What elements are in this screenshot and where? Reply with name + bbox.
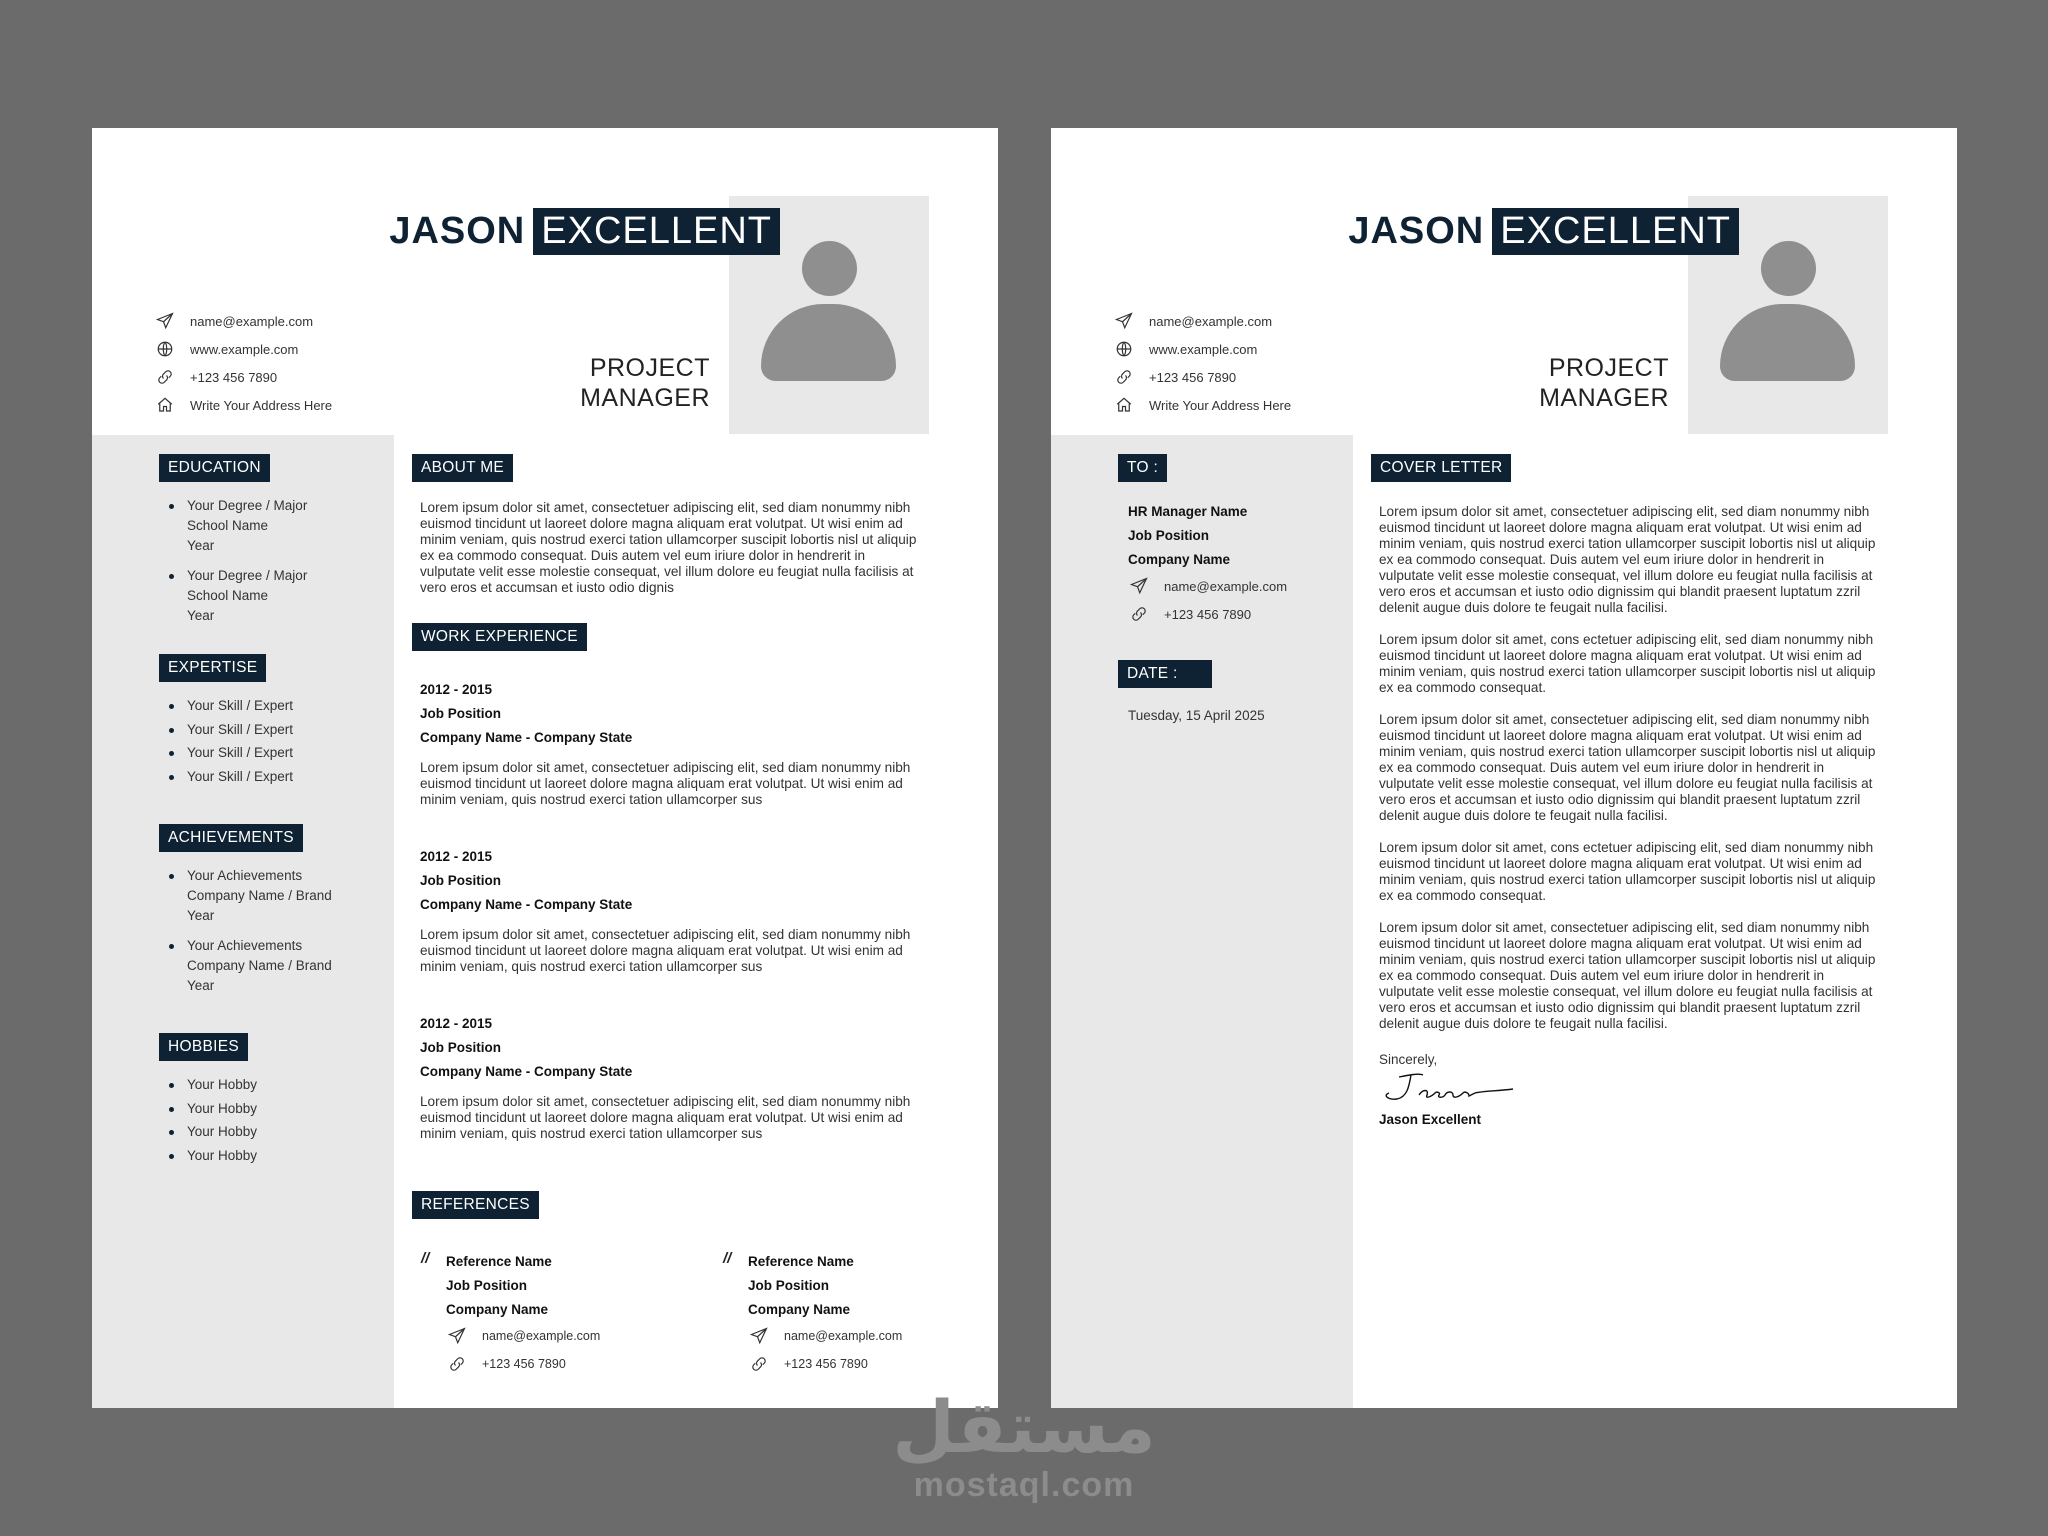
- letter-closing: Sincerely,: [1379, 1052, 1438, 1067]
- date-heading: DATE :: [1118, 660, 1212, 688]
- about-text: Lorem ipsum dolor sit amet, consectetuer adipiscing elit, sed diam nonummy nibh euismod tincidunt ut laoreet dolore magna aliquam erat volutpat. Ut wisi enim ad minim veniam, quis nostrud exerci tation ullamcorper suscipit lobortis nisl ut aliquip ex ea commodo consequat. Duis autem vel eum iriure dolor in hendrerit in vulputate velit esse molestie consequat, vel illum dolore eu feugiat nulla facilisis at vero eros et accumsan et iusto odio dignis: [420, 500, 917, 595]
- paper-plane-icon: [1128, 576, 1150, 596]
- reference-email: [748, 1322, 902, 1350]
- recipient-company: Company Name: [1128, 552, 1231, 567]
- job-description: Lorem ipsum dolor sit amet, consectetuer adipiscing elit, sed diam nonummy nibh euismod tincidunt ut laoreet dolore magna aliquam erat volutpat. Ut wisi enim ad minim veniam, quis nostrud exerci tation ullamcorper sus: [420, 927, 911, 974]
- link-icon: [1128, 604, 1150, 624]
- reference-email: [446, 1322, 600, 1350]
- work-heading-wrap: [412, 623, 922, 651]
- link-icon: [154, 367, 176, 387]
- recipient-email: [1128, 572, 1287, 600]
- cover-letter-page: [1051, 128, 1957, 1408]
- to-heading: TO :: [1118, 454, 1167, 482]
- about-section: [412, 454, 922, 596]
- reference-phone-text: +123 456 7890: [784, 1357, 868, 1371]
- about-heading: ABOUT ME: [412, 454, 513, 482]
- signature-image: [1379, 1067, 1519, 1107]
- hobbies-list: [159, 1075, 257, 1166]
- cover-letter-heading: COVER LETTER: [1371, 454, 1511, 482]
- reference-position: Job Position: [446, 1278, 527, 1293]
- job-title-line1: PROJECT: [1548, 354, 1669, 382]
- contact-email: [154, 307, 332, 335]
- job-years: 2012 - 2015: [420, 1016, 493, 1031]
- contact-list: [1113, 307, 1291, 419]
- job-entry: [420, 1012, 930, 1142]
- contact-list: [154, 307, 332, 419]
- contact-phone-text: +123 456 7890: [1149, 369, 1237, 385]
- list-item: [159, 936, 332, 996]
- job-company: Company Name - Company State: [420, 1064, 633, 1079]
- recipient-phone-text: +123 456 7890: [1164, 606, 1252, 622]
- brand: Company Name / Brand: [187, 888, 332, 903]
- cover-letter-body: [1371, 454, 1881, 1132]
- paper-plane-icon: [1113, 311, 1135, 331]
- candidate-name: [1348, 208, 1739, 255]
- reference-email-text: name@example.com: [482, 1329, 601, 1343]
- contact-phone-text: +123 456 7890: [190, 369, 278, 385]
- school: School Name: [187, 588, 269, 603]
- school: School Name: [187, 518, 269, 533]
- recipient-email-text: name@example.com: [1164, 578, 1288, 594]
- job-position: Job Position: [420, 1040, 501, 1055]
- achievement: Your Achievements: [187, 938, 303, 953]
- list-item: [159, 566, 307, 626]
- name-first: JASON: [389, 210, 526, 252]
- reference-phone: [748, 1350, 902, 1378]
- contact-phone: [1113, 363, 1291, 391]
- person-silhouette-icon: [802, 241, 857, 296]
- achievements-heading: ACHIEVEMENTS: [159, 824, 303, 852]
- expertise-heading: EXPERTISE: [159, 654, 266, 682]
- reference-email-text: name@example.com: [784, 1329, 903, 1343]
- letter-paragraph: Lorem ipsum dolor sit amet, consectetuer adipiscing elit, sed diam nonummy nibh euismod tincidunt ut laoreet dolore magna aliquam erat volutpat. Ut wisi enim ad minim veniam, quis nostrud exerci tation ullamcorper suscipit lobortis nisl ut aliquip ex ea commodo consequat. Duis autem vel eum iriure dolor in hendrerit in vulputate velit esse molestie consequat, vel illum dolore eu feugiat nulla facilisis at vero eros et accumsan et iusto odio dignissim qui blandit praesent luptatum zzril delenit augue duis dolore te feugait nulla facilisi.: [1379, 712, 1876, 823]
- job-entry: [420, 678, 930, 808]
- reference-entry: [723, 1250, 903, 1378]
- job-company: Company Name - Company State: [420, 897, 633, 912]
- person-silhouette-icon: [1761, 241, 1816, 296]
- watermark-arabic: مستقل: [892, 1385, 1156, 1469]
- hobbies-section: [159, 1033, 257, 1169]
- job-title: [1539, 353, 1669, 413]
- recipient-phone: [1128, 600, 1287, 628]
- job-entry: [420, 845, 930, 975]
- references-heading: REFERENCES: [412, 1191, 539, 1219]
- list-item: Your Hobby: [159, 1099, 257, 1119]
- recipient-details: [1118, 500, 1287, 628]
- job-years: 2012 - 2015: [420, 682, 493, 697]
- contact-address-text: Write Your Address Here: [1149, 397, 1292, 413]
- education-list: [159, 496, 307, 626]
- list-item: Your Skill / Expert: [159, 767, 293, 787]
- reference-entry: [421, 1250, 601, 1378]
- list-item: [159, 496, 307, 556]
- candidate-name: [389, 208, 780, 255]
- list-item: Your Hobby: [159, 1122, 257, 1142]
- degree: Your Degree / Major: [187, 498, 308, 513]
- globe-icon: [1113, 339, 1135, 359]
- references-heading-wrap: [412, 1191, 922, 1219]
- paper-plane-icon: [748, 1326, 770, 1346]
- name-last: EXCELLENT: [1492, 208, 1739, 255]
- job-title: [580, 353, 710, 413]
- home-icon: [154, 395, 176, 415]
- reference-name: Reference Name: [748, 1254, 854, 1269]
- contact-email-text: name@example.com: [190, 313, 314, 329]
- globe-icon: [154, 339, 176, 359]
- education-section: [159, 454, 307, 636]
- reference-phone: [446, 1350, 600, 1378]
- job-description: Lorem ipsum dolor sit amet, consectetuer adipiscing elit, sed diam nonummy nibh euismod tincidunt ut laoreet dolore magna aliquam erat volutpat. Ut wisi enim ad minim veniam, quis nostrud exerci tation ullamcorper sus: [420, 760, 911, 807]
- reference-marker: //: [723, 1250, 732, 1267]
- job-title-line2: MANAGER: [1539, 384, 1669, 412]
- education-heading: EDUCATION: [159, 454, 270, 482]
- list-item: [159, 866, 332, 926]
- contact-website: [154, 335, 332, 363]
- year: Year: [187, 908, 215, 923]
- recipient-section: [1118, 454, 1287, 628]
- expertise-list: [159, 696, 293, 787]
- job-position: Job Position: [420, 706, 501, 721]
- letter-paragraphs: [1371, 504, 1881, 1132]
- expertise-section: [159, 654, 293, 790]
- letter-date: Tuesday, 15 April 2025: [1128, 708, 1265, 723]
- reference-marker: //: [421, 1250, 430, 1267]
- job-description: Lorem ipsum dolor sit amet, consectetuer adipiscing elit, sed diam nonummy nibh euismod tincidunt ut laoreet dolore magna aliquam erat volutpat. Ut wisi enim ad minim veniam, quis nostrud exerci tation ullamcorper sus: [420, 1094, 911, 1141]
- link-icon: [748, 1354, 770, 1374]
- job-title-line1: PROJECT: [589, 354, 710, 382]
- list-item: Your Hobby: [159, 1075, 257, 1095]
- job-company: Company Name - Company State: [420, 730, 633, 745]
- reference-phone-text: +123 456 7890: [482, 1357, 566, 1371]
- letter-paragraph: Lorem ipsum dolor sit amet, cons ectetuer adipiscing elit, sed diam nonummy nibh euismod tincidunt ut laoreet dolore magna aliquam erat volutpat. Ut wisi enim ad minim veniam, quis nostrud exerci tation ullamcorper suscipit lobortis nisl ut aliquip ex ea commodo consequat.: [1379, 632, 1876, 695]
- contact-phone: [154, 363, 332, 391]
- year: Year: [187, 978, 215, 993]
- list-item: Your Skill / Expert: [159, 720, 293, 740]
- contact-address: [1113, 391, 1291, 419]
- degree: Your Degree / Major: [187, 568, 308, 583]
- watermark-latin: mostaql.com: [913, 1466, 1135, 1504]
- job-position: Job Position: [420, 873, 501, 888]
- contact-website-text: www.example.com: [1149, 341, 1258, 357]
- reference-company: Company Name: [748, 1302, 851, 1317]
- contact-website-text: www.example.com: [190, 341, 299, 357]
- list-item: Your Hobby: [159, 1146, 257, 1166]
- signer-name: Jason Excellent: [1379, 1112, 1482, 1127]
- contact-address: [154, 391, 332, 419]
- letter-paragraph: Lorem ipsum dolor sit amet, consectetuer adipiscing elit, sed diam nonummy nibh euismod tincidunt ut laoreet dolore magna aliquam erat volutpat. Ut wisi enim ad minim veniam, quis nostrud exerci tation ullamcorper suscipit lobortis nisl ut aliquip ex ea commodo consequat. Duis autem vel eum iriure dolor in hendrerit in vulputate velit esse molestie consequat, vel illum dolore eu feugiat nulla facilisis at vero eros et accumsan et iusto odio dignissim qui blandit praesent luptatum zzril delenit augue duis dolore te feugait nulla facilisi.: [1379, 504, 1876, 615]
- contact-email: [1113, 307, 1291, 335]
- person-silhouette-body: [761, 304, 896, 381]
- date-section: [1118, 660, 1265, 723]
- letter-paragraph: Lorem ipsum dolor sit amet, consectetuer adipiscing elit, sed diam nonummy nibh euismod tincidunt ut laoreet dolore magna aliquam erat volutpat. Ut wisi enim ad minim veniam, quis nostrud exerci tation ullamcorper suscipit lobortis nisl ut aliquip ex ea commodo consequat. Duis autem vel eum iriure dolor in hendrerit in vulputate velit esse molestie consequat, vel illum dolore eu feugiat nulla facilisis at vero eros et accumsan et iusto odio dignissim qui blandit praesent luptatum zzril delenit augue duis dolore te feugait nulla facilisi.: [1379, 920, 1876, 1031]
- achievement: Your Achievements: [187, 868, 303, 883]
- year: Year: [187, 538, 215, 553]
- paper-plane-icon: [154, 311, 176, 331]
- hobbies-heading: HOBBIES: [159, 1033, 248, 1061]
- contact-website: [1113, 335, 1291, 363]
- year: Year: [187, 608, 215, 623]
- contact-address-text: Write Your Address Here: [190, 397, 333, 413]
- recipient-manager: HR Manager Name: [1128, 504, 1248, 519]
- job-title-line2: MANAGER: [580, 384, 710, 412]
- person-silhouette-body: [1720, 304, 1855, 381]
- resume-page: [92, 128, 998, 1408]
- list-item: Your Skill / Expert: [159, 696, 293, 716]
- paper-plane-icon: [446, 1326, 468, 1346]
- reference-position: Job Position: [748, 1278, 829, 1293]
- name-last: EXCELLENT: [533, 208, 780, 255]
- home-icon: [1113, 395, 1135, 415]
- recipient-position: Job Position: [1128, 528, 1209, 543]
- achievements-section: [159, 824, 332, 1006]
- list-item: Your Skill / Expert: [159, 743, 293, 763]
- achievements-list: [159, 866, 332, 996]
- contact-email-text: name@example.com: [1149, 313, 1273, 329]
- brand: Company Name / Brand: [187, 958, 332, 973]
- reference-company: Company Name: [446, 1302, 549, 1317]
- work-experience-heading: WORK EXPERIENCE: [412, 623, 587, 651]
- name-first: JASON: [1348, 210, 1485, 252]
- letter-paragraph: Lorem ipsum dolor sit amet, cons ectetuer adipiscing elit, sed diam nonummy nibh euismod tincidunt ut laoreet dolore magna aliquam erat volutpat. Ut wisi enim ad minim veniam, quis nostrud exerci tation ullamcorper suscipit lobortis nisl ut aliquip ex ea commodo consequat.: [1379, 840, 1876, 903]
- reference-name: Reference Name: [446, 1254, 552, 1269]
- link-icon: [1113, 367, 1135, 387]
- job-years: 2012 - 2015: [420, 849, 493, 864]
- link-icon: [446, 1354, 468, 1374]
